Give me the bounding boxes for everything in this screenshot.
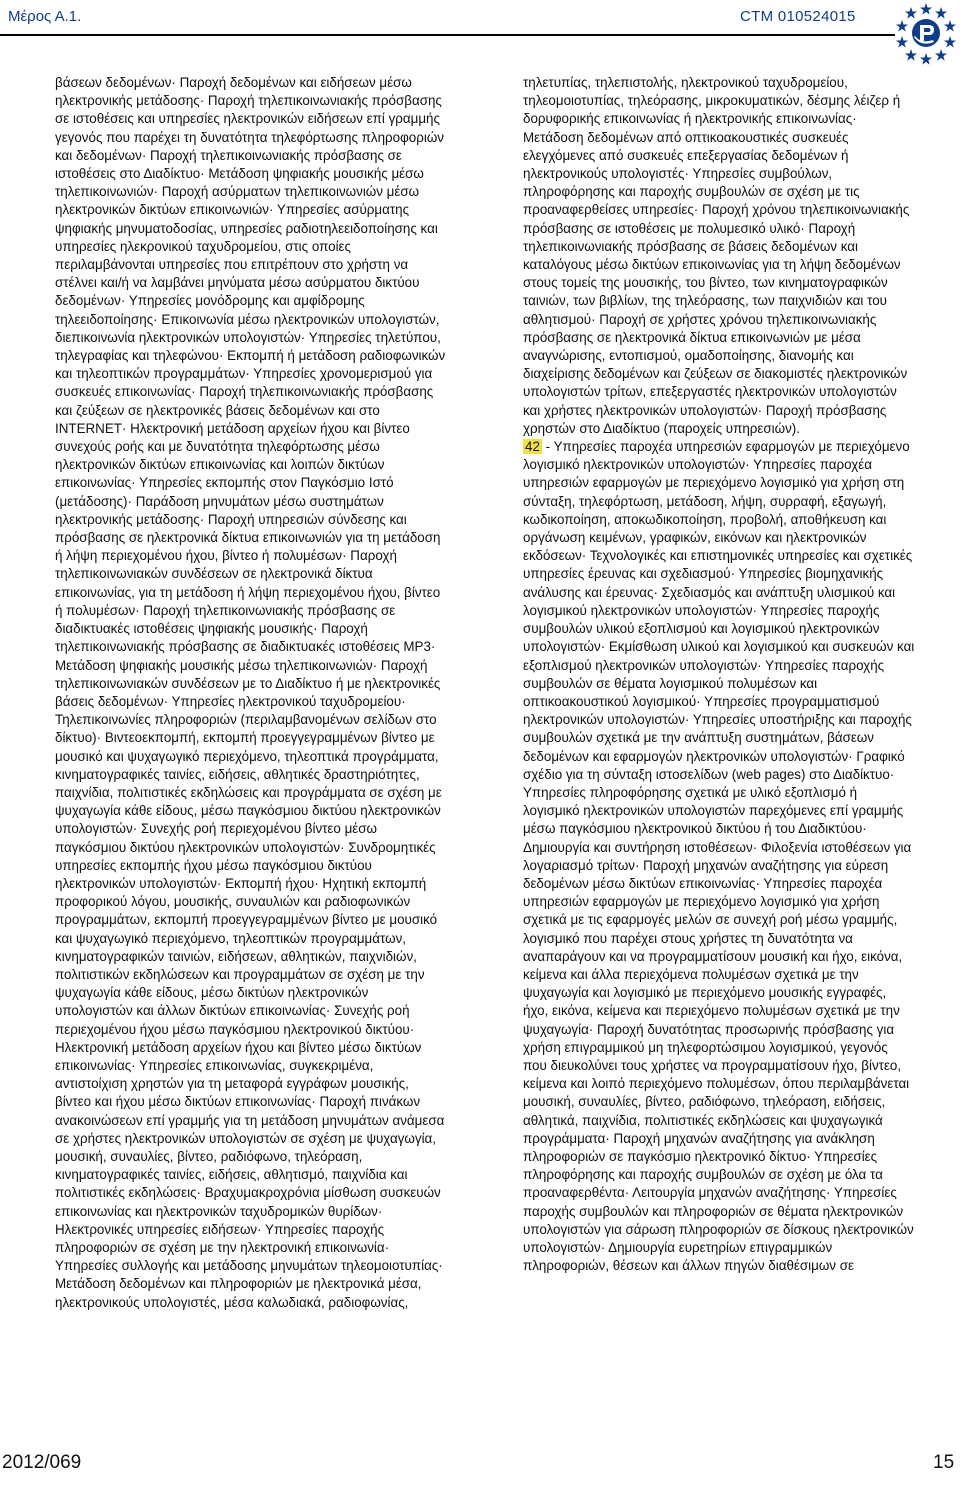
eu-stars-logo-icon xyxy=(893,0,959,66)
left-text-column xyxy=(55,74,447,1414)
page-number: 15 xyxy=(933,1452,955,1473)
bulletin-number: 2012/069 xyxy=(2,1452,82,1473)
class-number-badge: 42 xyxy=(525,439,540,455)
class-42-paragraph xyxy=(523,438,915,1275)
header-divider xyxy=(0,34,895,36)
reference-number: CTM 010524015 xyxy=(740,8,856,25)
left-column-text: βάσεων δεδομένων· Παροχή δεδομένων και ειδήσεων μέσω ηλεκτρονικής μετάδοσης· Παροχή τηλεπικοινωνιακής πρόσβασης σε ιστοθέσεις και υπηρεσίες ηλεκτρονικών ειδήσεων επί γραμμής γεγονός που παρέχει τη δυνατότητα τηλεφόρτωσης πληροφοριών και δεδομένων· Παροχή τηλεπικοινωνιακής πρόσβασης σε ιστοθέσεις στο Διαδίκτυο· Μετάδοση ψηφιακής μουσικής μέσω τηλεπικοινωνιών· Παροχή ασύρματων τηλεπικοινωνιών μέσω ηλεκτρονικών δικτύων επικοινωνιών· Υπηρεσίες ασύρματης ψηφιακής μηνυματοδοσίας, υπηρεσίες ραδιοτηλεειδοποίησης και υπηρεσίες ηλεκρονικού ταχυδρομείου, στις οποίες περιλαμβάνονται υπηρεσίες που επιτρέπουν στο χρήστη να στέλνει και/ή να λαμβάνει μηνύματα μέσω ασύρματου δικτύου δεδομένων· Υπηρεσίες μονόδρομης και αμφίδρομης τηλεειδοποίησης· Επικοινωνία μέσω ηλεκτρονικών υπολογιστών, διεπικοινωνία ηλεκτρονικών υπολογιστών· Υπηρεσίες τηλετύπου, τηλεγραφίας και τηλεφώνου· Εκπομπή ή μετάδοση ραδιοφωνικών και τηλεοπτικών προγραμμάτων· Υπηρεσίες χρονομερισμού για συσκευές επικοινωνίας· Παροχή τηλεπικοινωνιακής πρόσβασης και ζεύξεων σε ηλεκτρονικές βάσεις δεδομένων και στο INTERNET· Ηλεκτρονική μετάδοση αρχείων ήχου και βίντεο συνεχούς ροής και με δυνατότητα τηλεφόρτωσης μέσω ηλεκτρονικών δικτύων επικοινωνίας και λοιπών δικτύων επικοινωνίας· Υπηρεσίες εκπομπής στον Παγκόσμιο Ιστό (μετάδοσης)· Παράδοση μηνυμάτων μέσω συστημάτων ηλεκτρονικής μετάδοσης· Παροχή υπηρεσιών σύνδεσης και πρόσβασης σε ηλεκτρονικά δίκτυα επικοινωνιών για τη μετάδοση ή λήψη περιεχομένου ήχου, βίντεο ή πολυμέσων· Παροχή τηλεπικοινωνιακών συνδέσεων σε ηλεκτρονικά δίκτυα επικοινωνίας, για τη μετάδοση ή λήψη περιεχομένου ήχου, βίντεο ή πολυμέσων· Παροχή τηλεπικοινωνιακής πρόσβασης σε διαδικτυακές ιστοθέσεις ψηφιακής μουσικής· Παροχή τηλεπικοινωνιακής πρόσβασης σε διαδικτυακές ιστοθέσεις MP3· Μετάδοση ψηφιακής μουσικής μέσω τηλεπικοινωνιών· Παροχή τηλεπικοινωνιακών συνδέσεων με το Διαδίκτυο ή με ηλεκτρονικές βάσεις δεδομένων· Υπηρεσίες ηλεκτρονικού ταχυδρομείου· Τηλεπικοινωνίες πληροφοριών (περιλαμβανομένων σελίδων στο δίκτυο)· Βιντεοεκπομπή, εκπομπή προεγγεγραμμένων βίντεο με μουσικό και ψυχαγωγικό περιεχόμενο, τηλεοπτικά προγράμματα, κινηματογραφικές ταινίες, ειδήσεις, αθλητικές δραστηριότητες, παιχνίδια, πολιτιστικές εκδηλώσεις και προγράμματα σε σχέση με ψυχαγωγία κάθε είδους, μέσω παγκόσμιου δικτύου ηλεκτρονικών υπολογιστών· Συνεχής ροή περιεχομένου βίντεο μέσω παγκόσμιου δικτύου ηλεκτρονικών υπολογιστών· Συνδρομητικές υπηρεσίες εκπομπής ήχου μέσω παγκόσμιου δικτύου ηλεκτρονικών υπολογιστών· Εκπομπή ήχου· Ηχητική εκπομπή προφορικού λόγου, μουσικής, συναυλιών και ραδιοφωνικών προγραμμάτων, εκπομπή προεγγεγραμμένων βίντεο με μουσικό και ψυχαγωγικό περιεχόμενο, τηλεοπτικών προγραμμάτων, κινηματογραφικών ταινιών, ειδήσεων, αθλητικών, παιχνιδιών, πολιτιστικών εκδηλώσεων και προγραμμάτων σε σχέση με την ψυχαγωγία κάθε είδους, μέσω δικτύων ηλεκτρονικών υπολογιστών και άλλων δικτύων επικοινωνίας· Συνεχής ροή περιεχομένου ήχου μέσω παγκόσμιου ηλεκτρονικού δικτύου· Ηλεκτρονική μετάδοση αρχείων ήχου και βίντεο μέσω δικτύων επικοινωνίας· Υπηρεσίες επικοινωνίας, συγκεκριμένα, αντιστοίχιση χρηστών για τη μεταφορά εγγράφων μουσικής, βίντεο και ήχου μέσω δικτύων επικοινωνίας· Παροχή πινάκων ανακοινώσεων επί γραμμής για τη μετάδοση μηνυμάτων ανάμεσα σε χρήστες ηλεκτρονικών υπολογιστών σε σχέση με ψυχαγωγία, μουσική, συναυλίες, βίντεο, ραδιόφωνο, τηλεόραση, κινηματογραφικές ταινίες, ειδήσεις, αθλητισμό, παιχνίδια και πολιτιστικές εκδηλώσεις· Βραχυμακροχρόνια μίσθωση συσκευών επικοινωνίας και ηλεκτρονικών ταχυδρομικών θυρίδων· Ηλεκτρονικές υπηρεσίες ειδήσεων· Υπηρεσίες παροχής πληροφοριών σε σχέση με την ηλεκτρονική επικοινωνία· Υπηρεσίες συλλογής και μετάδοσης μηνυμάτων τηλεομοιοτυπίας· Μετάδοση δεδομένων και πληροφοριών με ηλεκτρονικά μέσα, ηλεκτρονικούς υπολογιστές, μέσα καλωδιακά, ραδιοφωνίας, xyxy=(55,75,446,1310)
section-label: Μέρος Α.1. xyxy=(8,8,82,25)
right-column-intro-text: τηλετυπίας, τηλεπιστολής, ηλεκτρονικού ταχυδρομείου, τηλεομοιοτυπίας, τηλεόρασης, μικροκυματικών, δέσμης λέιζερ ή δορυφορικής επικοινωνίας ή ηλεκτρονικής επικοινωνίας· Μετάδοση δεδομένων από οπτικοακουστικές συσκευές ελεγχόμενες από συσκευές επεξεργασίας δεδομένων ή ηλεκτρονικούς υπολογιστές· Υπηρεσίες συμβούλων, πληροφόρησης και παροχής συμβουλών σε σχέση με τις προαναφερθείσες υπηρεσίες· Παροχή χρόνου τηλεπικοινωνιακής πρόσβασης σε ιστοθέσεις με πολυμεσικό υλικό· Παροχή τηλεπικοινωνιακής πρόσβασης σε βάσεις δεδομένων και καταλόγους μέσω δικτύων επικοινωνίας για τη λήψη δεδομένων στους τομείς της μουσικής, του βίντεο, των κινηματογραφικών ταινιών, των βιβλίων, της τηλεόρασης, των παιχνιδιών και του αθλητισμού· Παροχή σε χρήστες χρόνου τηλεπικοινωνιακής πρόσβασης σε ηλεκτρονικά δίκτυα επικοινωνιών με μέσα αναγνώρισης, εντοπισμού, ομαδοποίησης, διανομής και διαχείρισης δεδομένων και ζεύξεων σε διακομιστές ηλεκτρονικών υπολογιστών τρίτων, επεξεργαστές ηλεκτρονικών υπολογιστών και χρήστες ηλεκτρονικών υπολογιστών· Παροχή πρόσβασης χρηστών στο Διαδίκτυο (παροχείς υπηρεσιών). xyxy=(523,75,910,436)
class-42-text: - Υπηρεσίες παροχέα υπηρεσιών εφαρμογών με περιεχόμενο λογισμικό ηλεκτρονικών υπολογιστών· Υπηρεσίες παροχέα υπηρεσιών εφαρμογών με περιεχόμενο λογισμικό για χρήση στη σύνταξη, τηλεφόρτωση, μετάδοση, λήψη, συρραφή, εξαγωγή, κωδικοποίηση, αποκωδικοποίηση, προβολή, αποθήκευση και οργάνωση κειμένων, γραφικών, εικόνων και ηλεκτρονικών εκδόσεων· Τεχνολογικές και επιστημονικές υπηρεσίες και σχετικές υπηρεσίες έρευνας και σχεδιασμού· Υπηρεσίες βιομηχανικής ανάλυσης και έρευνας· Σχεδιασμός και ανάπτυξη υλισμικού και λογισμικού ηλεκτρονικών υπολογιστών· Υπηρεσίες παροχής συμβουλών υλικού εξοπλισμού και λογισμικού ηλεκτρονικών υπολογιστών· Εκμίσθωση υλικού και λογισμικού και συσκευών και εξοπλισμού ηλεκτρονικών υπολογιστών· Υπηρεσίες παροχής συμβουλών σε θέματα λογισμικού πολυμέσων και οπτικοακουστικού λογισμικού· Υπηρεσίες προγραμματισμού ηλεκτρονικών υπολογιστών· Υπηρεσίες υποστήριξης και παροχής συμβουλών σχετικά με την ανάπτυξη συστημάτων, βάσεων δεδομένων και εφαρμογών ηλεκτρονικών υπολογιστών· Γραφικό σχέδιο για τη σύνταξη ιστοσελίδων (web pages) στο Διαδίκτυο· Υπηρεσίες πληροφόρησης σχετικά με υλικό εξοπλισμό ή λογισμικό ηλεκτρονικών υπολογιστών παρεχόμενες επί γραμμής μέσω παγκόσμιου ηλεκτρονικού δικτύου ή του Διαδικτύου· Δημιουργία και συντήρηση ιστοθέσεων· Φιλοξενία ιστοθέσεων για λογαριασμό τρίτων· Παροχή μηχανών αναζήτησης για εύρεση δεδομένων μέσω δικτύων επικοινωνίας· Υπηρεσίες παροχέα υπηρεσιών εφαρμογών με περιεχόμενο λογισμικό για χρήση σχετικά με τις εφαρμογές μελών σε συνεχή ροή μέσω γραμμής, λογισμικό που παρέχει στους χρήστες τη δυνατότητα να αναπαράγουν και να προγραμματίσουν μουσική και ήχο, εικόνα, κείμενα και άλλα περιεχόμενα πολυμέσων σχετικά με την ψυχαγωγία και λογισμικό με περιεχόμενο μουσικής εγγραφές, ήχο, εικόνα, κείμενα και περιεχόμενο πολυμέσων σχετικά με την ψυχαγωγία· Παροχή δυνατότητας προσωρινής πρόσβασης για χρήση επιγραμμικού μη τηλεφορτώσιμου λογισμικού, γεγονός που διευκολύνει τους χρήστες να προγραμματίσουν ήχο, βίντεο, κείμενα και λοιπό περιεχόμενο πολυμέσων, όπου περιλαμβάνεται μουσική, συναυλίες, βίντεο, ραδιόφωνο, τηλεόραση, ειδήσεις, αθλητικά, παιχνίδια, πολιτιστικές εκδηλώσεις και ψυχαγωγικά προγράμματα· Παροχή μηχανών αναζήτησης για ανάκληση πληροφοριών σε παγκόσμιο ηλεκτρονικό δίκτυο· Υπηρεσίες πληροφόρησης και παροχής συμβουλών σε σχέση με όλα τα προαναφερθέντα· Λειτουργία μηχανών αναζήτησης· Υπηρεσίες παροχής συμβουλών και πληροφοριών σε θέματα ηλεκτρονικών υπολογιστών για σάρωση πληροφοριών σε δίσκους ηλεκτρονικών υπολογιστών· Δημιουργία ευρετηρίων επιγραμμικών πληροφοριών, θέσεων και άλλων πηγών διαθέσιμων σε xyxy=(523,439,915,1274)
right-text-column xyxy=(523,74,915,1414)
